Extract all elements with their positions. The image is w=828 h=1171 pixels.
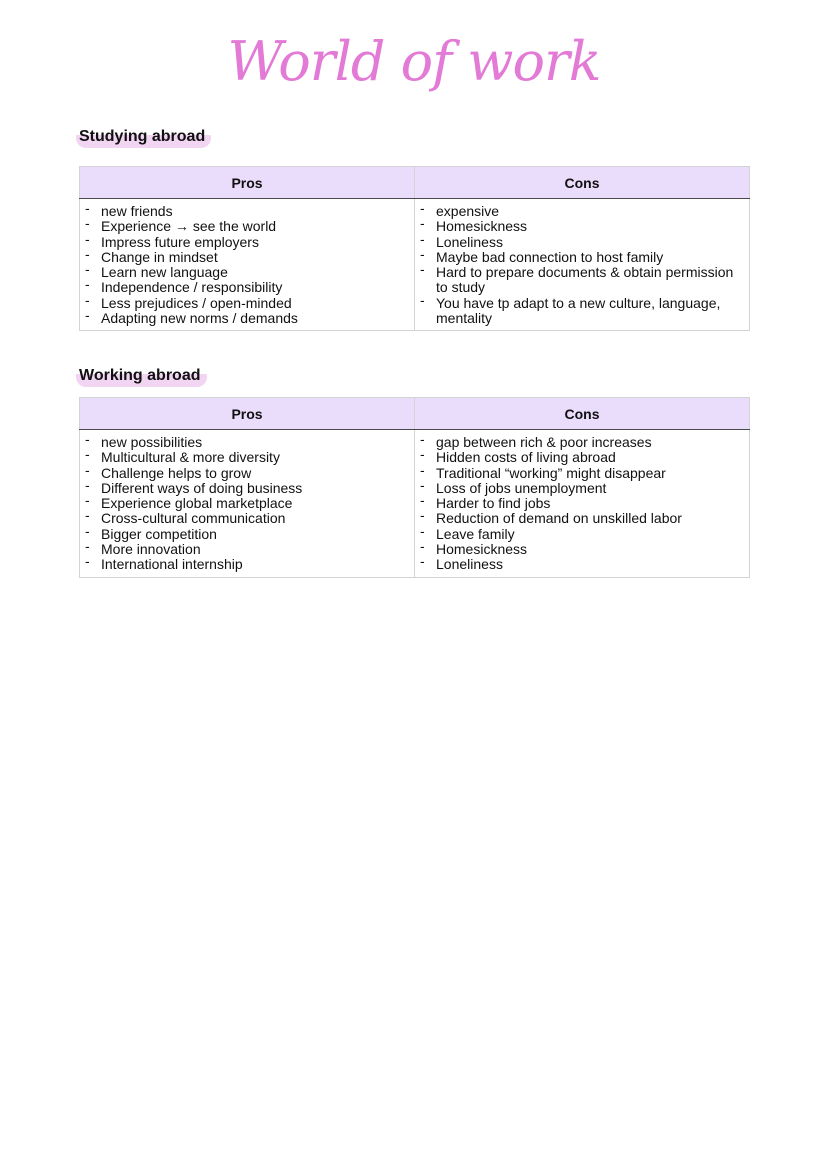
list-item [420, 431, 743, 450]
dash-bullet: - [85, 200, 90, 216]
pros-list [85, 200, 408, 327]
dash-bullet: - [85, 230, 90, 247]
list-item [420, 538, 743, 558]
dash-bullet: - [420, 538, 425, 555]
dash-bullet: - [85, 245, 90, 262]
list-item-text: Different ways of doing business [101, 479, 303, 496]
list-item [85, 276, 408, 296]
list-item-text: Change in mindset [101, 248, 218, 265]
list-item-text: You have tp adapt to a new culture, language, mentality [436, 294, 721, 327]
list-item-text: Harder to find jobs [436, 495, 551, 512]
list-item [420, 507, 743, 527]
cons-cell [415, 430, 750, 578]
studying-abroad-table [79, 166, 750, 331]
list-item [420, 261, 743, 296]
list-item-text: new friends [101, 203, 173, 219]
list-item [85, 538, 408, 558]
dash-bullet: - [85, 261, 90, 278]
dash-bullet: - [85, 492, 90, 509]
list-item [420, 476, 743, 496]
list-item [85, 261, 408, 281]
list-item [85, 507, 408, 527]
section-heading-studying-abroad: Studying abroad [76, 126, 211, 148]
dash-bullet: - [420, 507, 425, 524]
list-item-text: Less prejudices / open-minded [101, 294, 292, 311]
list-item [420, 446, 743, 466]
list-item-text: Challenge helps to grow [101, 464, 252, 481]
list-item-text: Traditional “working” might disappear [436, 464, 666, 481]
list-item-text: International internship [101, 556, 243, 573]
pros-list [85, 431, 408, 573]
list-item [85, 200, 408, 219]
dash-bullet: - [420, 230, 425, 247]
pros-cell [80, 430, 415, 578]
list-item-text: More innovation [101, 541, 201, 558]
section-heading-working-abroad: Working abroad [76, 365, 207, 387]
list-item [420, 291, 743, 327]
dash-bullet: - [420, 215, 425, 232]
list-item [85, 215, 408, 235]
list-item [420, 215, 743, 235]
pros-column-header: Pros [80, 167, 415, 199]
cons-column-header: Cons [415, 167, 750, 199]
dash-bullet: - [85, 507, 90, 524]
dash-bullet: - [420, 476, 425, 493]
dash-bullet: - [85, 476, 90, 493]
dash-bullet: - [420, 461, 425, 478]
dash-bullet: - [85, 215, 90, 232]
dash-bullet: - [420, 492, 425, 509]
list-item-text: Reduction of demand on unskilled labor [436, 510, 682, 527]
cons-cell [415, 199, 750, 331]
list-item-text: Adapting new norms / demands [101, 310, 298, 327]
cons-list [420, 200, 743, 327]
dash-bullet: - [85, 461, 90, 478]
list-item [420, 245, 743, 265]
list-item-text: Learn new language [101, 264, 228, 281]
dash-bullet: - [85, 276, 90, 293]
page-title: World of work [227, 30, 601, 93]
list-item-text: Hidden costs of living abroad [436, 449, 616, 466]
dash-bullet: - [420, 553, 425, 570]
dash-bullet: - [420, 291, 425, 308]
list-item-text: Impress future employers [101, 233, 259, 250]
list-item [420, 230, 743, 250]
list-item [85, 522, 408, 542]
list-item-text: expensive [436, 203, 500, 219]
dash-bullet: - [85, 553, 90, 570]
list-item [85, 476, 408, 496]
list-item [85, 307, 408, 327]
list-item-text: Loss of jobs unemployment [436, 479, 607, 496]
list-item-text: Homesickness [436, 218, 528, 235]
list-item-text: Homesickness [436, 541, 528, 558]
list-item [420, 461, 743, 481]
list-item [85, 492, 408, 512]
list-item-text: Loneliness [436, 233, 503, 250]
dash-bullet: - [85, 522, 90, 539]
list-item-text: Leave family [436, 525, 515, 542]
list-item-text: Loneliness [436, 556, 503, 573]
list-item [85, 461, 408, 481]
dash-bullet: - [85, 431, 90, 447]
list-item-text: Cross-cultural communication [101, 510, 286, 527]
dash-bullet: - [420, 245, 425, 262]
list-item [420, 522, 743, 542]
list-item [85, 553, 408, 573]
list-item [85, 230, 408, 250]
dash-bullet: - [85, 538, 90, 555]
pros-column-header: Pros [80, 398, 415, 430]
dash-bullet: - [420, 200, 425, 216]
list-item [420, 200, 743, 219]
working-abroad-table [79, 397, 750, 578]
list-item-text: Maybe bad connection to host family [436, 248, 664, 265]
list-item-text: Bigger competition [101, 525, 217, 542]
list-item [85, 245, 408, 265]
list-item-text: Hard to prepare documents & obtain permission to study [436, 264, 734, 296]
list-item [420, 553, 743, 573]
list-item [85, 446, 408, 466]
list-item-text: new possibilities [101, 434, 203, 450]
list-item [85, 291, 408, 311]
dash-bullet: - [420, 522, 425, 539]
dash-bullet: - [420, 261, 425, 278]
list-item-text: gap between rich & poor increases [436, 434, 652, 450]
list-item-text: Experience → see the world [101, 218, 277, 235]
list-item-text: Experience global marketplace [101, 495, 293, 512]
dash-bullet: - [85, 291, 90, 308]
list-item [420, 492, 743, 512]
list-item [85, 431, 408, 450]
list-item-text: Independence / responsibility [101, 279, 283, 296]
dash-bullet: - [85, 446, 90, 463]
pros-cell [80, 199, 415, 331]
list-item-text: Multicultural & more diversity [101, 449, 280, 466]
dash-bullet: - [85, 307, 90, 324]
cons-list [420, 431, 743, 573]
cons-column-header: Cons [415, 398, 750, 430]
dash-bullet: - [420, 446, 425, 463]
dash-bullet: - [420, 431, 425, 447]
